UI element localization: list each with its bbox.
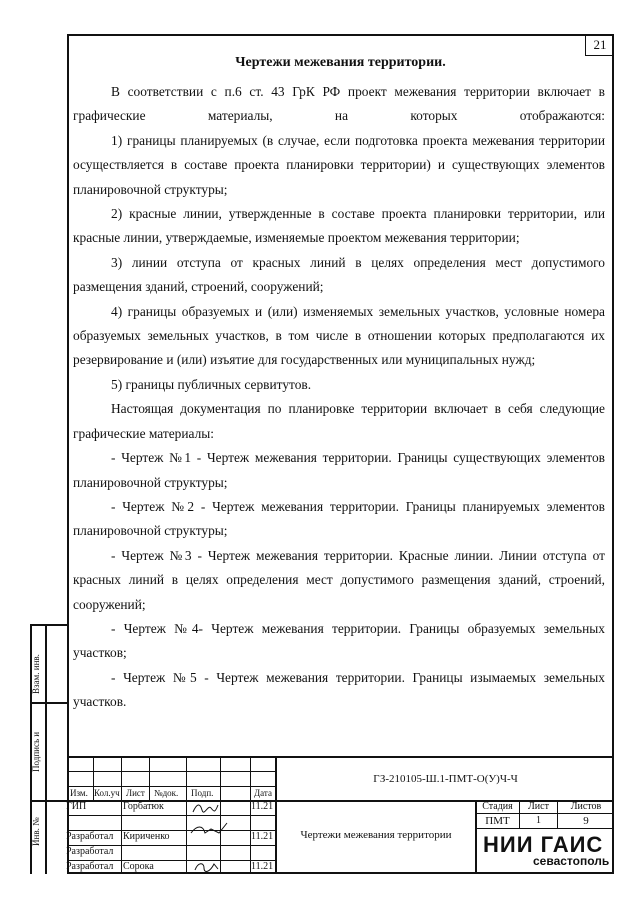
stamp-name-4: Сорока [123,861,154,872]
paragraph-item-3: 3) линии отступа от красных линий в целях определения мест допустимого размещения зданий, строений, сооружений; [73,254,605,295]
stamp-role-4: Разработал [66,861,114,872]
stamp-header-podp: Подп. [191,788,214,798]
page-title: Чертежи межевания территории. [235,55,446,70]
body-text [73,80,605,715]
side-label-vzam: Взам. инв. [31,654,41,694]
stamp-name-2: Кириченко [123,831,170,842]
paragraph-intro: В соответствии с п.6 ст. 43 ГрК РФ проект межевания территории включает в графические материалы, на которых отображаются: [73,84,605,124]
stamp-stage-header: Стадия [482,801,513,812]
org-logo: НИИ ГАИС [483,832,604,857]
stamp-name-1: Горбатюк [123,801,164,812]
stamp-role-2: Разработал [66,831,114,842]
paragraph-item-4: 4) границы образуемых и (или) изменяемых земельных участков, условные номера образуемых земельных участков, в том числе в отношении которых предполагаются их резервирование и (или) изъятие для государственных или муниципальных нужд; [73,303,605,368]
stamp-role-1: ГИП [66,801,87,812]
signature-soroka [192,860,220,874]
stamp-sheet-header: Лист [528,801,549,812]
paragraph-item-2: 2) красные линии, утвержденные в составе проекта планировки территории, или красные линии, утверждаемые, изменяемые проектом межевания территории; [73,206,605,246]
stamp-header-list: Лист [126,788,145,798]
org-city: севастополь [533,854,610,868]
paragraph-drawing-4: - Чертеж №4- Чертеж межевания территории. Границы образуемых земельных участков; [73,620,605,661]
side-label-inv: Инв. № [31,817,41,846]
paragraph-drawing-3: - Чертеж №3 - Чертеж межевания территории. Красные линии. Линии отступа от красных линий в целях определения мест допустимого размещения зданий, строений, сооружений; [73,547,605,612]
stamp-date-2: 11.21 [251,831,274,842]
side-label-podpis: Подпись и [31,731,41,772]
paragraph-drawing-2: - Чертеж №2 - Чертеж межевания территории. Границы планируемых элементов планировочной структуры; [73,498,605,539]
paragraph-item-1: 1) границы планируемых (в случае, если подготовка проекта межевания территории осуществляется в составе проекта планировки территории) и существующих элементов планировочной структуры; [73,132,605,197]
stamp-sheets-header: Листов [570,801,602,812]
page-number: 21 [585,34,614,56]
paragraph-graphics-intro: Настоящая документация по планировке территории включает в себя следующие графические материалы: [73,401,605,441]
document-code: ГЗ-210105-Ш.1-ПМТ-О(У)Ч-Ч [373,773,518,785]
stamp-header-ndok: №док. [154,788,179,798]
paragraph-item-5: 5) границы публичных сервитутов. [111,376,312,392]
signature-gorbatyuk [190,801,220,815]
stamp-header-izm: Изм. [70,788,88,798]
stamp-date-4: 11.21 [251,861,274,872]
signature-kirichenko [189,821,229,839]
stamp-doc-title: Чертежи межевания территории [300,829,452,841]
stamp-date-1: 11.21 [251,801,274,812]
paragraph-drawing-1: - Чертеж №1 - Чертеж межевания территории. Границы существующих элементов планировочной структуры; [73,450,605,490]
stamp-role-3: Разработал [66,846,114,857]
stamp-sheet: 1 [536,815,541,826]
paragraph-drawing-5: - Чертеж №5 - Чертеж межевания территории. Границы изымаемых земельных участков. [73,669,605,710]
stamp-stage: ПМТ [485,815,510,827]
stamp-header-koluch: Кол.уч [94,788,120,798]
stamp-sheets: 9 [583,815,589,827]
stamp-header-date: Дата [254,788,272,798]
